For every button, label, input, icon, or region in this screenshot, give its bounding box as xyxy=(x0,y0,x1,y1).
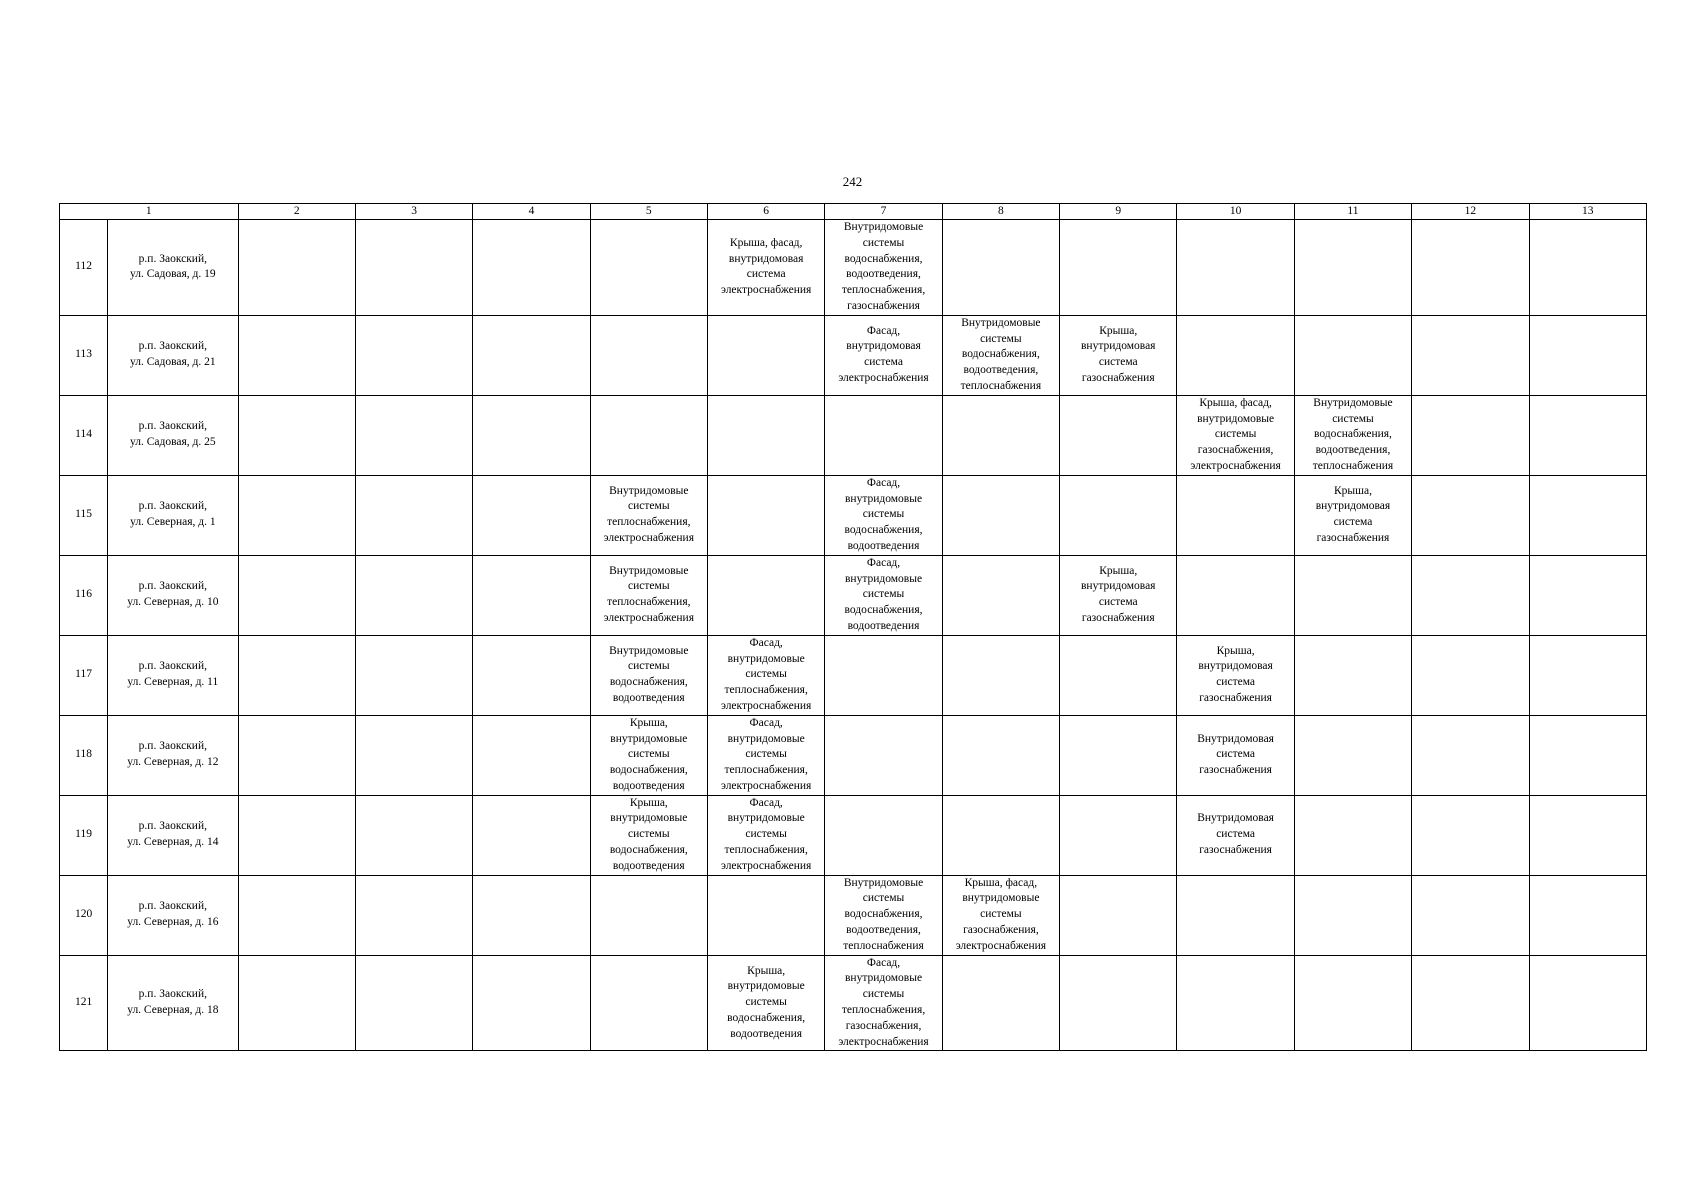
col-11-cell xyxy=(1294,555,1411,635)
address-cell: р.п. Заокский, ул. Северная, д. 12 xyxy=(108,715,238,795)
col-13-cell xyxy=(1529,635,1647,715)
col-10-cell: Внутридомовая система газоснабжения xyxy=(1177,795,1294,875)
col-6-cell: Крыша, внутридомовые системы водоснабжения, водоотведения xyxy=(707,955,824,1051)
col-13-cell xyxy=(1529,795,1647,875)
col-2-cell xyxy=(238,475,355,555)
col-2-cell xyxy=(238,315,355,395)
col-12-cell xyxy=(1412,220,1529,316)
col-13-cell xyxy=(1529,875,1647,955)
col-8-cell xyxy=(942,475,1059,555)
repair-schedule-table xyxy=(59,203,1647,1051)
col-9-cell xyxy=(1060,475,1177,555)
col-12-cell xyxy=(1412,795,1529,875)
col-4-cell xyxy=(473,315,590,395)
col-10-cell xyxy=(1177,555,1294,635)
header-cell-10: 10 xyxy=(1177,204,1294,220)
col-8-cell: Внутридомовые системы водоснабжения, водоотведения, теплоснабжения xyxy=(942,315,1059,395)
row-number: 114 xyxy=(60,395,108,475)
col-3-cell xyxy=(355,475,472,555)
col-4-cell xyxy=(473,555,590,635)
col-3-cell xyxy=(355,715,472,795)
col-6-cell xyxy=(707,315,824,395)
col-7-cell xyxy=(825,795,942,875)
address-cell: р.п. Заокский, ул. Северная, д. 1 xyxy=(108,475,238,555)
col-10-cell: Крыша, фасад, внутридомовые системы газоснабжения, электроснабжения xyxy=(1177,395,1294,475)
row-number: 119 xyxy=(60,795,108,875)
col-6-cell: Фасад, внутридомовые системы теплоснабжения, электроснабжения xyxy=(707,635,824,715)
header-cell-13: 13 xyxy=(1529,204,1647,220)
col-4-cell xyxy=(473,795,590,875)
col-5-cell: Внутридомовые системы водоснабжения, водоотведения xyxy=(590,635,707,715)
col-12-cell xyxy=(1412,955,1529,1051)
col-8-cell xyxy=(942,220,1059,316)
row-number: 117 xyxy=(60,635,108,715)
col-7-cell: Фасад, внутридомовые системы водоснабжения, водоотведения xyxy=(825,555,942,635)
row-number: 118 xyxy=(60,715,108,795)
address-cell: р.п. Заокский, ул. Северная, д. 11 xyxy=(108,635,238,715)
col-7-cell: Внутридомовые системы водоснабжения, водоотведения, теплоснабжения xyxy=(825,875,942,955)
col-9-cell xyxy=(1060,955,1177,1051)
col-6-cell: Крыша, фасад, внутридомовая система электроснабжения xyxy=(707,220,824,316)
col-9-cell xyxy=(1060,220,1177,316)
col-3-cell xyxy=(355,795,472,875)
col-8-cell xyxy=(942,795,1059,875)
col-10-cell xyxy=(1177,955,1294,1051)
col-9-cell xyxy=(1060,875,1177,955)
col-3-cell xyxy=(355,315,472,395)
col-11-cell: Внутридомовые системы водоснабжения, водоотведения, теплоснабжения xyxy=(1294,395,1411,475)
col-3-cell xyxy=(355,220,472,316)
col-13-cell xyxy=(1529,955,1647,1051)
col-4-cell xyxy=(473,955,590,1051)
col-10-cell xyxy=(1177,875,1294,955)
col-7-cell xyxy=(825,395,942,475)
col-5-cell: Крыша, внутридомовые системы водоснабжения, водоотведения xyxy=(590,795,707,875)
col-6-cell xyxy=(707,555,824,635)
col-8-cell xyxy=(942,555,1059,635)
header-cell-4: 4 xyxy=(473,204,590,220)
col-2-cell xyxy=(238,635,355,715)
table-row xyxy=(60,875,1647,955)
col-5-cell xyxy=(590,395,707,475)
col-8-cell xyxy=(942,395,1059,475)
col-2-cell xyxy=(238,875,355,955)
col-7-cell: Фасад, внутридомовые системы теплоснабжения, газоснабжения, электроснабжения xyxy=(825,955,942,1051)
address-cell: р.п. Заокский, ул. Садовая, д. 21 xyxy=(108,315,238,395)
col-10-cell: Крыша, внутридомовая система газоснабжения xyxy=(1177,635,1294,715)
table-row xyxy=(60,315,1647,395)
col-5-cell: Внутридомовые системы теплоснабжения, электроснабжения xyxy=(590,475,707,555)
table-row xyxy=(60,795,1647,875)
col-3-cell xyxy=(355,555,472,635)
col-13-cell xyxy=(1529,315,1647,395)
col-6-cell xyxy=(707,475,824,555)
col-11-cell xyxy=(1294,635,1411,715)
col-6-cell xyxy=(707,875,824,955)
col-11-cell xyxy=(1294,220,1411,316)
col-2-cell xyxy=(238,715,355,795)
header-cell-8: 8 xyxy=(942,204,1059,220)
header-cell-9: 9 xyxy=(1060,204,1177,220)
header-cell-7: 7 xyxy=(825,204,942,220)
address-cell: р.п. Заокский, ул. Северная, д. 16 xyxy=(108,875,238,955)
table-row xyxy=(60,220,1647,316)
address-cell: р.п. Заокский, ул. Северная, д. 18 xyxy=(108,955,238,1051)
col-5-cell: Крыша, внутридомовые системы водоснабжения, водоотведения xyxy=(590,715,707,795)
col-9-cell xyxy=(1060,795,1177,875)
col-6-cell: Фасад, внутридомовые системы теплоснабжения, электроснабжения xyxy=(707,715,824,795)
col-7-cell: Внутридомовые системы водоснабжения, водоотведения, теплоснабжения, газоснабжения xyxy=(825,220,942,316)
col-8-cell xyxy=(942,635,1059,715)
col-12-cell xyxy=(1412,475,1529,555)
col-12-cell xyxy=(1412,555,1529,635)
col-2-cell xyxy=(238,220,355,316)
row-number: 120 xyxy=(60,875,108,955)
table-row xyxy=(60,635,1647,715)
row-number: 115 xyxy=(60,475,108,555)
col-6-cell: Фасад, внутридомовые системы теплоснабжения, электроснабжения xyxy=(707,795,824,875)
col-10-cell: Внутридомовая система газоснабжения xyxy=(1177,715,1294,795)
header-cell-11: 11 xyxy=(1294,204,1411,220)
col-4-cell xyxy=(473,475,590,555)
col-11-cell xyxy=(1294,795,1411,875)
header-cell-1: 1 xyxy=(60,204,239,220)
col-7-cell xyxy=(825,715,942,795)
header-cell-2: 2 xyxy=(238,204,355,220)
col-13-cell xyxy=(1529,395,1647,475)
header-cell-12: 12 xyxy=(1412,204,1529,220)
row-number: 116 xyxy=(60,555,108,635)
col-9-cell: Крыша, внутридомовая система газоснабжения xyxy=(1060,555,1177,635)
col-9-cell: Крыша, внутридомовая система газоснабжения xyxy=(1060,315,1177,395)
col-13-cell xyxy=(1529,555,1647,635)
address-cell: р.п. Заокский, ул. Северная, д. 14 xyxy=(108,795,238,875)
page-number: 242 xyxy=(842,174,863,189)
col-11-cell xyxy=(1294,315,1411,395)
col-5-cell xyxy=(590,315,707,395)
col-5-cell xyxy=(590,875,707,955)
col-12-cell xyxy=(1412,635,1529,715)
col-10-cell xyxy=(1177,220,1294,316)
table-row xyxy=(60,475,1647,555)
header-cell-6: 6 xyxy=(707,204,824,220)
address-cell: р.п. Заокский, ул. Северная, д. 10 xyxy=(108,555,238,635)
table-row xyxy=(60,555,1647,635)
address-cell: р.п. Заокский, ул. Садовая, д. 19 xyxy=(108,220,238,316)
col-2-cell xyxy=(238,955,355,1051)
col-10-cell xyxy=(1177,475,1294,555)
col-8-cell: Крыша, фасад, внутридомовые системы газоснабжения, электроснабжения xyxy=(942,875,1059,955)
col-8-cell xyxy=(942,715,1059,795)
col-10-cell xyxy=(1177,315,1294,395)
col-3-cell xyxy=(355,875,472,955)
col-12-cell xyxy=(1412,875,1529,955)
col-11-cell xyxy=(1294,875,1411,955)
col-12-cell xyxy=(1412,395,1529,475)
table-row xyxy=(60,395,1647,475)
col-4-cell xyxy=(473,715,590,795)
col-5-cell xyxy=(590,220,707,316)
col-9-cell xyxy=(1060,715,1177,795)
col-13-cell xyxy=(1529,220,1647,316)
col-13-cell xyxy=(1529,715,1647,795)
col-12-cell xyxy=(1412,315,1529,395)
col-4-cell xyxy=(473,635,590,715)
header-cell-3: 3 xyxy=(355,204,472,220)
row-number: 121 xyxy=(60,955,108,1051)
address-cell: р.п. Заокский, ул. Садовая, д. 25 xyxy=(108,395,238,475)
row-number: 113 xyxy=(60,315,108,395)
header-cell-5: 5 xyxy=(590,204,707,220)
col-2-cell xyxy=(238,555,355,635)
col-12-cell xyxy=(1412,715,1529,795)
header-row xyxy=(60,204,1647,220)
col-5-cell: Внутридомовые системы теплоснабжения, электроснабжения xyxy=(590,555,707,635)
col-9-cell xyxy=(1060,395,1177,475)
col-7-cell: Фасад, внутридомовые системы водоснабжения, водоотведения xyxy=(825,475,942,555)
table-row xyxy=(60,955,1647,1051)
table-row xyxy=(60,715,1647,795)
row-number: 112 xyxy=(60,220,108,316)
col-5-cell xyxy=(590,955,707,1051)
col-4-cell xyxy=(473,875,590,955)
col-2-cell xyxy=(238,795,355,875)
col-7-cell: Фасад, внутридомовая система электроснабжения xyxy=(825,315,942,395)
col-9-cell xyxy=(1060,635,1177,715)
col-3-cell xyxy=(355,635,472,715)
col-7-cell xyxy=(825,635,942,715)
col-13-cell xyxy=(1529,475,1647,555)
col-11-cell xyxy=(1294,955,1411,1051)
col-11-cell: Крыша, внутридомовая система газоснабжения xyxy=(1294,475,1411,555)
col-2-cell xyxy=(238,395,355,475)
col-3-cell xyxy=(355,955,472,1051)
col-3-cell xyxy=(355,395,472,475)
col-8-cell xyxy=(942,955,1059,1051)
col-4-cell xyxy=(473,220,590,316)
col-11-cell xyxy=(1294,715,1411,795)
col-4-cell xyxy=(473,395,590,475)
col-6-cell xyxy=(707,395,824,475)
